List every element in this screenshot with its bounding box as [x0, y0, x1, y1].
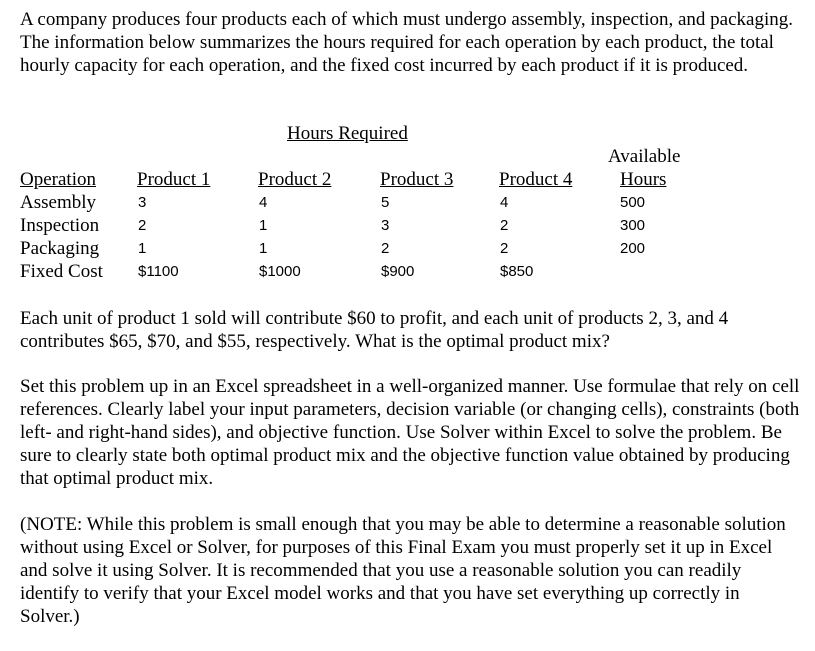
assembly-available-hours: 500: [620, 194, 646, 211]
fixed-cost-product-2: $1000: [259, 263, 301, 280]
profit-contribution-paragraph: Each unit of product 1 sold will contribute $60 to profit, and each unit of products 2, 3, and 4 contributes $65, $70, and $55, respectively. What is the optimal product mix?: [20, 308, 729, 352]
header-product-3: Product 3: [380, 169, 454, 190]
problem-intro: A company produces four products each of which must undergo assembly, inspection, and packaging. The information below summarizes the hours required for each operation by each product, the total hourly capacity for each operation, and the fixed cost incurred by each product if it is produced.: [20, 9, 794, 76]
packaging-available-hours: 200: [620, 240, 646, 257]
packaging-product-3: 2: [381, 240, 390, 257]
packaging-product-2: 1: [259, 240, 268, 257]
inspection-product-4: 2: [500, 217, 509, 234]
row-label-packaging: Packaging: [20, 238, 100, 259]
assembly-product-3: 5: [381, 194, 390, 211]
fixed-cost-product-3: $900: [381, 263, 415, 280]
row-label-fixed-cost: Fixed Cost: [20, 261, 103, 282]
packaging-product-1: 1: [138, 240, 147, 257]
header-product-4: Product 4: [499, 169, 573, 190]
row-label-inspection: Inspection: [20, 215, 100, 236]
row-label-assembly: Assembly: [20, 192, 96, 213]
fixed-cost-product-4: $850: [500, 263, 534, 280]
header-hours: Hours: [620, 169, 667, 190]
hours-required-title: Hours Required: [287, 123, 408, 144]
inspection-product-3: 3: [381, 217, 390, 234]
header-operation: Operation: [20, 169, 96, 190]
inspection-available-hours: 300: [620, 217, 646, 234]
note-paragraph: (NOTE: While this problem is small enough that you may be able to determine a reasonable solution without using Excel or Solver, for purposes of this Final Exam you must properly set it up in Excel and solve it using Solver. It is recommended that you use a reasonable solution you can readily identify to verify that your Excel model works and that you have set everything up correctly in Solver.): [20, 514, 786, 627]
packaging-product-4: 2: [500, 240, 509, 257]
inspection-product-2: 1: [259, 217, 268, 234]
inspection-product-1: 2: [138, 217, 147, 234]
available-label: Available: [608, 146, 681, 167]
assembly-product-4: 4: [500, 194, 509, 211]
header-product-1: Product 1: [137, 169, 211, 190]
assembly-product-1: 3: [138, 194, 147, 211]
excel-instructions-paragraph: Set this problem up in an Excel spreadsheet in a well-organized manner. Use formulae that rely on cell references. Clearly label your input parameters, decision variable (or changing cells), constraints (both left- and right-hand sides), and objective function. Use Solver within Excel to solve the problem. Be sure to clearly state both optimal product mix and the objective function value obtained by producing that optimal product mix.: [20, 376, 800, 489]
header-product-2: Product 2: [258, 169, 332, 190]
fixed-cost-product-1: $1100: [138, 263, 179, 280]
assembly-product-2: 4: [259, 194, 268, 211]
